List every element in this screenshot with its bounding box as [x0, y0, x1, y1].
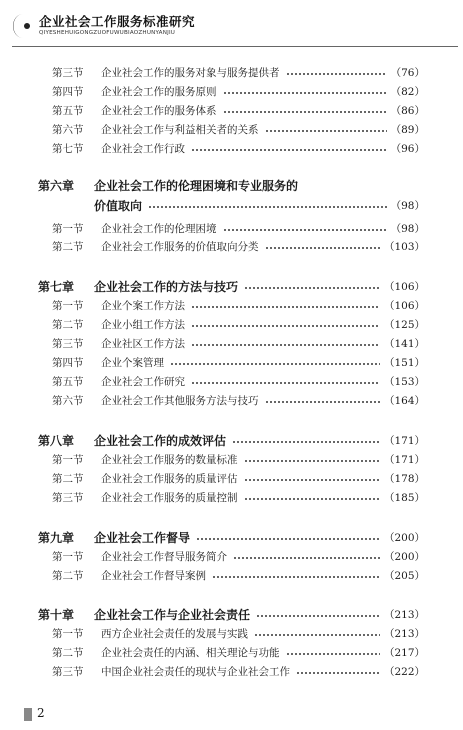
- dot-leader: [244, 460, 380, 462]
- section-title: 企业社会工作服务的数量标准: [101, 453, 238, 466]
- toc-chapter-entry: [0, 176, 463, 194]
- toc-section-entry: [0, 82, 463, 100]
- section-title: 企业社区工作方法: [101, 337, 185, 350]
- toc-section-entry: [0, 662, 463, 680]
- toc-section-entry: [0, 219, 463, 237]
- page-reference: （76）: [390, 66, 425, 79]
- toc-section-entry: [0, 334, 463, 352]
- page-reference: （106）: [383, 299, 425, 312]
- page-reference: （153）: [383, 375, 425, 388]
- toc-section-entry: [0, 488, 463, 506]
- section-title: 西方企业社会责任的发展与实践: [101, 627, 248, 640]
- section-number: 第一节: [52, 627, 84, 640]
- dot-leader: [265, 130, 387, 132]
- section-number: 第四节: [52, 356, 84, 369]
- section-title: 企业社会工作督导案例: [101, 569, 206, 582]
- toc-section-entry: [0, 63, 463, 81]
- book-title-pinyin: QIYESHEHUIGONGZUOFUWUBIAOZHUNYANJIU: [39, 30, 176, 36]
- page-reference: （82）: [390, 85, 425, 98]
- page-reference: （89）: [390, 123, 425, 136]
- chapter-number: 第六章: [38, 178, 75, 193]
- toc-chapter-entry: [0, 277, 463, 295]
- toc-section-entry: [0, 101, 463, 119]
- chapter-number: 第九章: [38, 530, 75, 545]
- page-reference: （185）: [383, 491, 425, 504]
- section-number: 第二节: [52, 569, 84, 582]
- dot-leader: [286, 653, 380, 655]
- dot-leader: [191, 382, 380, 384]
- chapter-title: 企业社会工作的成效评估: [94, 433, 227, 448]
- page-reference: （98）: [390, 222, 425, 235]
- chapter-title: 企业社会工作的方法与技巧: [94, 279, 239, 294]
- section-number: 第一节: [52, 453, 84, 466]
- page-reference: （217）: [383, 646, 425, 659]
- dot-leader: [191, 344, 380, 346]
- page-reference: （171）: [383, 434, 425, 447]
- toc-section-entry: [0, 139, 463, 157]
- section-title: 企业社会工作的服务原则: [101, 85, 217, 98]
- dot-leader: [191, 325, 380, 327]
- page-number: 2: [37, 706, 45, 720]
- dot-leader: [296, 672, 380, 674]
- section-number: 第三节: [52, 337, 84, 350]
- toc-section-entry: [0, 372, 463, 390]
- dot-leader: [212, 576, 380, 578]
- page-reference: （213）: [383, 608, 425, 621]
- dot-leader: [148, 206, 387, 208]
- toc-section-entry: [0, 353, 463, 371]
- page-reference: （178）: [383, 472, 425, 485]
- dot-leader: [233, 557, 380, 559]
- section-title: 企业社会工作的服务对象与服务提供者: [101, 66, 280, 79]
- section-number: 第七节: [52, 142, 84, 155]
- dot-leader: [170, 363, 380, 365]
- toc-section-entry: [0, 566, 463, 584]
- dot-leader: [191, 306, 380, 308]
- dot-leader: [223, 229, 387, 231]
- chapter-title: 企业社会工作督导: [94, 530, 191, 545]
- section-title: 企业社会工作研究: [101, 375, 185, 388]
- toc-section-entry: [0, 624, 463, 642]
- section-number: 第一节: [52, 222, 84, 235]
- page-reference: （200）: [383, 550, 425, 563]
- toc-section-entry: [0, 643, 463, 661]
- dot-leader: [254, 634, 380, 636]
- toc-chapter-entry: [0, 528, 463, 546]
- dot-leader: [244, 498, 380, 500]
- toc-chapter-entry: [0, 196, 463, 214]
- section-title: 企业社会工作其他服务方法与技巧: [101, 394, 259, 407]
- section-number: 第二节: [52, 318, 84, 331]
- section-title: 企业社会工作督导服务简介: [101, 550, 227, 563]
- section-title: 企业个案工作方法: [101, 299, 185, 312]
- dot-leader: [196, 538, 380, 540]
- page-reference: （171）: [383, 453, 425, 466]
- page-reference: （200）: [383, 531, 425, 544]
- page-reference: （141）: [383, 337, 425, 350]
- chapter-number: 第八章: [38, 433, 75, 448]
- section-number: 第五节: [52, 375, 84, 388]
- section-number: 第四节: [52, 85, 84, 98]
- page-reference: （205）: [383, 569, 425, 582]
- toc-section-entry: [0, 469, 463, 487]
- toc-chapter-entry: [0, 431, 463, 449]
- section-number: 第六节: [52, 394, 84, 407]
- chapter-number: 第十章: [38, 607, 75, 622]
- chapter-title: 价值取向: [94, 198, 143, 213]
- section-title: 企业社会工作的服务体系: [101, 104, 217, 117]
- dot-leader: [223, 92, 387, 94]
- section-title: 企业小组工作方法: [101, 318, 185, 331]
- section-title: 企业社会责任的内涵、相关理论与功能: [101, 646, 280, 659]
- dot-leader: [256, 615, 380, 617]
- book-logo-icon: [12, 12, 34, 40]
- page-reference: （106）: [383, 280, 425, 293]
- page-reference: （151）: [383, 356, 425, 369]
- toc-section-entry: [0, 237, 463, 255]
- toc-section-entry: [0, 547, 463, 565]
- section-title: 企业社会工作的伦理困境: [101, 222, 217, 235]
- toc-section-entry: [0, 120, 463, 138]
- dot-leader: [265, 401, 380, 403]
- page-reference: （213）: [383, 627, 425, 640]
- section-title: 中国企业社会责任的现状与企业社会工作: [101, 665, 290, 678]
- chapter-title: 企业社会工作的伦理困境和专业服务的: [94, 178, 299, 193]
- section-number: 第三节: [52, 66, 84, 79]
- section-number: 第六节: [52, 123, 84, 136]
- book-title: 企业社会工作服务标准研究: [39, 14, 196, 29]
- toc-section-entry: [0, 296, 463, 314]
- page-reference: （222）: [383, 665, 425, 678]
- section-number: 第一节: [52, 299, 84, 312]
- page-reference: （125）: [383, 318, 425, 331]
- dot-leader: [265, 247, 380, 249]
- section-title: 企业个案管理: [101, 356, 164, 369]
- section-number: 第二节: [52, 646, 84, 659]
- section-title: 企业社会工作服务的质量评估: [101, 472, 238, 485]
- page-reference: （103）: [383, 240, 425, 253]
- dot-leader: [244, 287, 380, 289]
- toc-section-entry: [0, 315, 463, 333]
- dot-leader: [191, 149, 387, 151]
- footer-bar-mark: [24, 708, 32, 721]
- section-number: 第三节: [52, 665, 84, 678]
- page-reference: （98）: [390, 199, 425, 212]
- section-title: 企业社会工作服务的质量控制: [101, 491, 238, 504]
- dot-leader: [286, 73, 387, 75]
- section-number: 第五节: [52, 104, 84, 117]
- section-title: 企业社会工作行政: [101, 142, 185, 155]
- section-number: 第三节: [52, 491, 84, 504]
- page-reference: （86）: [390, 104, 425, 117]
- page-reference: （164）: [383, 394, 425, 407]
- page-reference: （96）: [390, 142, 425, 155]
- dot-leader: [244, 479, 380, 481]
- chapter-number: 第七章: [38, 279, 75, 294]
- dot-leader: [223, 111, 387, 113]
- section-title: 企业社会工作与利益相关者的关系: [101, 123, 259, 136]
- toc-chapter-entry: [0, 605, 463, 623]
- toc-section-entry: [0, 450, 463, 468]
- toc-section-entry: [0, 391, 463, 409]
- section-title: 企业社会工作服务的价值取向分类: [101, 240, 259, 253]
- header-divider: [12, 46, 458, 47]
- chapter-title: 企业社会工作与企业社会责任: [94, 607, 251, 622]
- section-number: 第二节: [52, 472, 84, 485]
- section-number: 第一节: [52, 550, 84, 563]
- dot-leader: [232, 441, 380, 443]
- section-number: 第二节: [52, 240, 84, 253]
